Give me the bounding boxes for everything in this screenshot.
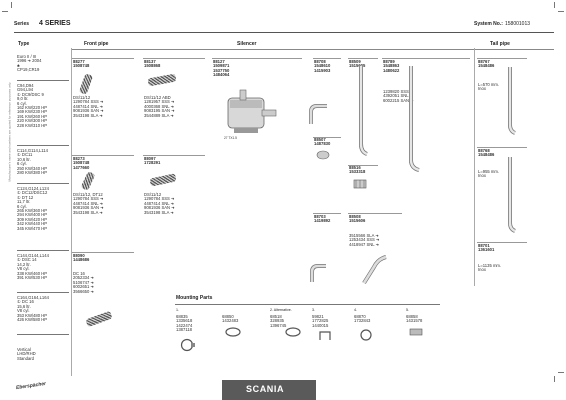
part-box-88127 xyxy=(212,58,302,59)
type-rule xyxy=(17,334,69,335)
part-88507: 88507 1487830 xyxy=(314,137,331,147)
tail-pipe-image xyxy=(503,155,517,233)
mount-item: 59821 1772825 1440015 xyxy=(312,314,329,328)
tail-note-3: L=1135 mm. Inox xyxy=(478,263,502,273)
mount-num: 2. Alternative. xyxy=(270,308,292,312)
crop-mark xyxy=(558,11,564,12)
note-88137: DS/11/12 ABD 1281957 SSS ➜ 4000368 SNL ➜ 9083195 SAN ➜ 3544889 SLA ➜ xyxy=(144,95,175,118)
part-box-88789 xyxy=(382,58,470,59)
bent-pipe-image xyxy=(360,253,388,285)
clamp-image xyxy=(358,328,374,342)
type-rule xyxy=(17,183,69,184)
part-88090: 88090 1448686 xyxy=(73,253,90,263)
note-88273: DS/11/12, DT12 1290784 SSS ➜ 4487414 SNL ➜ 9081936 SAN ➜ 3543198 SLA ➜ xyxy=(73,192,104,215)
mount-item: 68835 1335618 1422474 1387118 xyxy=(176,314,193,333)
col-divider xyxy=(71,48,72,376)
brand-logo: Eberspächer xyxy=(15,380,47,392)
bracket-image xyxy=(318,330,332,342)
col-front-pipe: Front pipe xyxy=(84,41,109,47)
mount-num: 1. xyxy=(176,308,179,312)
type-block: Vertical LHD/RHD Standard xyxy=(17,347,36,361)
series-label: Series xyxy=(14,21,30,27)
type-rule xyxy=(17,292,69,293)
col-divider xyxy=(474,48,475,286)
part-88127: 88127 1509871 1537750 1484064 xyxy=(213,59,230,78)
part-88701: 88701 1361601 xyxy=(478,243,495,253)
part-88767: 88767 1548486 xyxy=(478,59,495,69)
type-block: C94,D94 G94,L94 ① DC9/DSC 9 9,0 ltr. 6 cyl. 162 KW/220 HP 169 KW/230 HP 191 KW/260 HP 220 KW/300 HP 228 KW/310 HP xyxy=(17,83,48,128)
column-rule xyxy=(72,49,554,50)
type-block: C144,G144,L144 ① DSC 14 14,2 ltr. V8 cyl. 338 KW/460 HP 391 KW/530 HP xyxy=(17,253,49,281)
clamp-image xyxy=(178,338,196,352)
header-rule xyxy=(14,32,554,33)
type-rule xyxy=(17,250,69,251)
type-block: C114,G114,L114 ① DC11 10,6 ltr. 6 cyl. 250 KW/340 HP 280 KW/380 HP xyxy=(17,148,48,176)
clamp-image xyxy=(224,326,242,338)
mount-num: 5. xyxy=(406,308,409,312)
col-type: Type xyxy=(18,41,30,47)
flex-hose-image xyxy=(81,171,96,191)
mounting-rule xyxy=(175,304,440,305)
flex-hose-image xyxy=(148,74,177,87)
mount-item: 68518 328935 1396745 xyxy=(270,314,287,328)
scania-brand: SCANIA xyxy=(246,384,285,394)
mount-num: 4. xyxy=(354,308,357,312)
long-pipe-image xyxy=(399,64,421,172)
part-88277: 88277 1508748 xyxy=(73,59,90,69)
part-88137: 88137 1508868 xyxy=(144,59,161,69)
note-88090: DC 16 2052334 ➜ 5106747 ➜ 6002651 ➜ 3566650 ➜ xyxy=(73,271,94,294)
part-88273: 88273 1508748 1477660 xyxy=(73,156,90,170)
series-value: 4 SERIES xyxy=(39,20,71,27)
mount-num: 3. xyxy=(312,308,315,312)
clamp-image xyxy=(352,178,368,190)
note-88789: 1239820 SSS ➜ 4392051 SNL ➜ 6002215 SAN ➜ xyxy=(383,89,414,103)
flex-hose-image xyxy=(85,311,112,327)
part-88703: 88703 1419892 xyxy=(314,214,331,224)
note-88127: 27 TX1.5 xyxy=(224,136,237,140)
crop-mark xyxy=(2,11,8,12)
mount-item: 68850 1432483 xyxy=(222,314,239,324)
type-block: C124,G124,L124 ① DC12/DSC12 ① DT 12 11,7 ltr. 6 cyl. 265 KW/360 HP 294 KW/400 HP 309 KW/420 HP 342 KW/440 HP 345 KW/470 HP xyxy=(17,186,49,231)
crop-mark xyxy=(554,376,555,382)
note-88277: DS/11/12 1290784 SSS ➜ 4487414 SNL ➜ 9081936 SAN ➜ 3543198 SLA ➜ xyxy=(73,95,104,118)
sidebar-disclaimer: Manufacturer's name and numbers are quoted for reference purposes only. xyxy=(7,81,12,182)
gasket-image xyxy=(316,150,330,160)
part-88516: 88516 1533318 xyxy=(349,165,366,175)
note-88097: DS/11/12 1290784 SSS ➜ 4487414 SNL ➜ 9081936 SAN ➜ 3543198 SLA ➜ xyxy=(144,192,175,215)
crop-mark xyxy=(554,2,555,8)
type-block: Euro II / III 1996 ➔ 2004 ♣ CP19,CR19 xyxy=(17,54,42,73)
system-value: 158001013 xyxy=(505,21,531,27)
part-88768: 88768 1548486 xyxy=(478,148,495,158)
silencer-image xyxy=(222,88,280,138)
crop-mark xyxy=(11,2,12,8)
clamp-image xyxy=(408,326,424,338)
type-rule xyxy=(17,80,69,81)
mount-item: 68858 1431578 xyxy=(406,314,423,324)
mounting-title: Mounting Parts xyxy=(176,295,213,301)
straight-pipe-image xyxy=(353,64,369,156)
tail-note-1: L=570 mm. Inox xyxy=(478,82,500,92)
elbow-pipe-image xyxy=(307,102,329,126)
part-88097: 88097 1728291 xyxy=(144,156,161,166)
tail-note-2: L=955 mm. Inox xyxy=(478,169,500,179)
flex-hose-image xyxy=(79,73,93,95)
part-88708: 88708 1548610 1415903 xyxy=(314,59,331,73)
flex-hose-image xyxy=(149,173,176,186)
type-rule xyxy=(17,145,69,146)
part-88509: 88509 1515605 xyxy=(349,59,366,69)
col-tail-pipe: Tail pipe xyxy=(490,41,510,47)
system-label: System No.: xyxy=(474,21,503,27)
mount-item: 68870 1732843 xyxy=(354,314,371,324)
elbow-pipe-image xyxy=(308,262,328,284)
part-88789: 88789 1548863 1480622 xyxy=(383,59,400,73)
note-88508: 3515566 SLA ➜ 1253434 SSS ➜ 4418947 SNL ➜ xyxy=(349,233,380,247)
tail-pipe-image xyxy=(503,65,517,135)
part-88508: 88508 1515606 xyxy=(349,214,366,224)
type-block: C164,G164,L164 ① DC 16 15,6 ltr. V8 cyl. 353 KW/480 HP 426 KW/580 HP xyxy=(17,295,49,323)
crop-mark xyxy=(558,372,564,373)
col-silencer: Silencer xyxy=(237,41,257,47)
clamp-image xyxy=(284,326,302,338)
